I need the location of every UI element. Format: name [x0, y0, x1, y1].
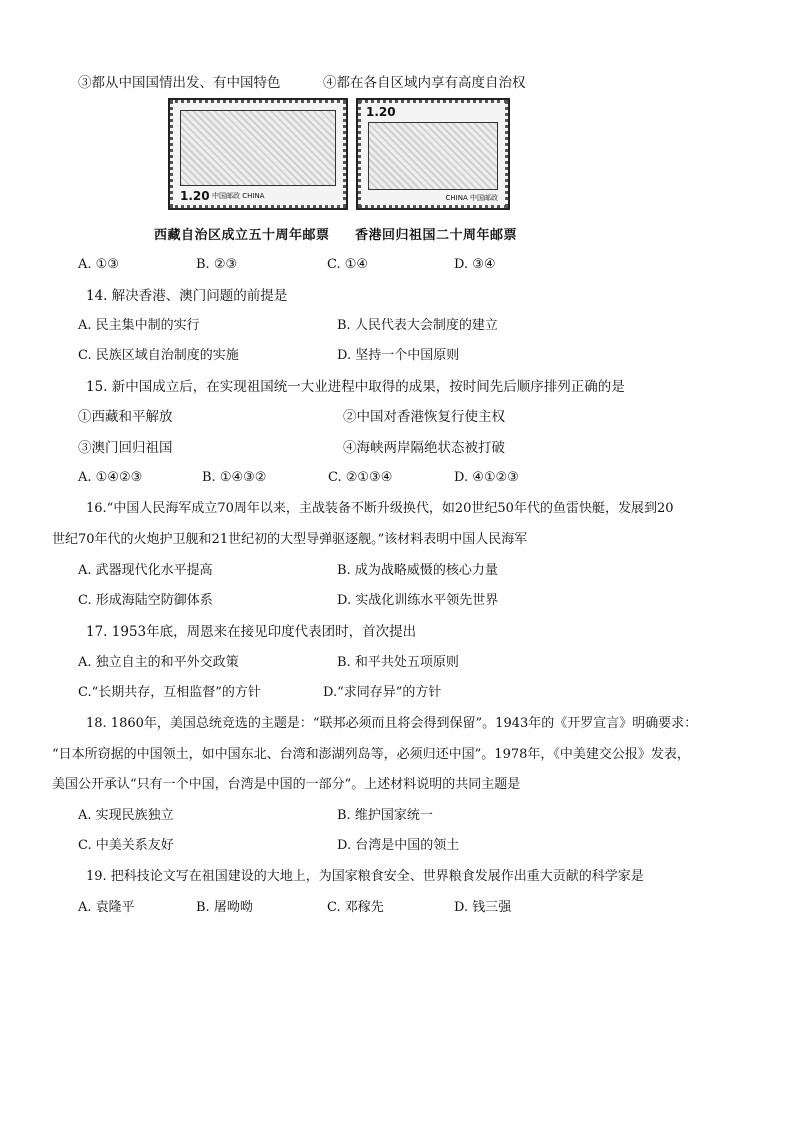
q13-option-a: A. ①③	[78, 257, 119, 272]
q15-stem: 15. 新中国成立后，在实现祖国统一大业进程中取得的成果，按时间先后顺序排列正确的是	[86, 379, 625, 395]
q18-option-c: C. 中美关系友好	[78, 838, 174, 853]
stamp-scene	[180, 110, 336, 186]
q15-item-4: ④海峡两岸隔绝状态被打破	[343, 440, 505, 456]
caption-hongkong-stamp: 香港回归祖国二十周年邮票	[355, 228, 518, 243]
q14-option-c: C. 民族区域自治制度的实施	[78, 348, 239, 363]
option-3-text: ③都从中国国情出发、有中国特色	[78, 75, 281, 91]
q16-stem-line2: 世纪70年代的火炮护卫舰和21世纪初的大型导弹驱逐舰。”该材料表明中国人民海军	[52, 532, 528, 547]
q17-option-b: B. 和平共处五项原则	[337, 655, 459, 670]
q16-option-c: C. 形成海陆空防御体系	[78, 593, 213, 608]
q15-option-d: D. ④①②③	[454, 470, 519, 485]
q14-option-d: D. 坚持一个中国原则	[337, 348, 460, 363]
hongkong-stamp-image	[356, 98, 510, 210]
q16-stem-line1: 16.“中国人民海军成立70周年以来，主战装备不断升级换代，如20世纪50年代的鱼雷快艇，发展到20	[86, 501, 674, 516]
stamp-value: 1.20	[180, 189, 210, 203]
q15-item-1: ①西藏和平解放	[78, 409, 173, 425]
q18-option-a: A. 实现民族独立	[78, 808, 174, 823]
q19-option-c: C. 邓稼先	[327, 900, 384, 915]
q17-option-a: A. 独立自主的和平外交政策	[78, 655, 239, 670]
q18-stem-line3: 美国公开承认“只有一个中国，台湾是中国的一部分”。上述材料说明的共同主题是	[52, 777, 521, 792]
q15-option-a: A. ①④②③	[78, 470, 143, 485]
stamp-country: CHINA 中国邮政	[445, 194, 498, 202]
q18-option-d: D. 台湾是中国的领土	[337, 838, 460, 853]
q18-stem-line1: 18. 1860年，美国总统竞选的主题是：“联邦必须而且将会得到保留”。1943年的《开罗宣言》明确要求：	[86, 716, 698, 731]
option-4-text: ④都在各自区域内享有高度自治权	[323, 75, 526, 91]
q19-stem: 19. 把科技论文写在祖国建设的大地上，为国家粮食安全、世界粮食发展作出重大贡献的科学家是	[86, 869, 644, 884]
q15-item-3: ③澳门回归祖国	[78, 440, 173, 456]
q19-option-d: D. 钱三强	[454, 900, 512, 915]
q14-stem: 14. 解决香港、澳门问题的前提是	[86, 288, 288, 304]
q14-option-a: A. 民主集中制的实行	[78, 318, 200, 333]
q15-option-b: B. ①④③②	[202, 470, 267, 485]
q16-option-d: D. 实战化训练水平领先世界	[337, 593, 499, 608]
stamp-country: 中国邮政 CHINA	[212, 192, 265, 200]
tibet-stamp-image	[168, 98, 348, 210]
q16-option-a: A. 武器现代化水平提高	[78, 563, 213, 578]
caption-tibet-stamp: 西藏自治区成立五十周年邮票	[154, 228, 330, 243]
stamp-value: 1.20	[366, 105, 396, 119]
q13-option-d: D. ③④	[454, 257, 496, 272]
q15-option-c: C. ②①③④	[328, 470, 393, 485]
q13-option-c: C. ①④	[327, 257, 369, 272]
q13-option-b: B. ②③	[196, 257, 238, 272]
q17-stem: 17. 1953年底，周恩来在接见印度代表团时，首次提出	[86, 624, 417, 640]
q19-option-b: B. 屠呦呦	[196, 900, 253, 915]
q15-item-2: ②中国对香港恢复行使主权	[343, 409, 505, 425]
q19-option-a: A. 袁隆平	[78, 900, 135, 915]
q16-option-b: B. 成为战略威慑的核心力量	[337, 563, 498, 578]
q14-option-b: B. 人民代表大会制度的建立	[337, 318, 498, 333]
stamp-scene	[368, 122, 498, 190]
q18-option-b: B. 维护国家统一	[337, 808, 433, 823]
q17-option-d: D.“求同存异”的方针	[323, 685, 442, 700]
q17-option-c: C.“长期共存，互相监督”的方针	[78, 685, 261, 700]
q18-stem-line2: “日本所窃据的中国领土，如中国东北、台湾和澎湖列岛等，必须归还中国”。1978年，《中美建交公报》发表，	[52, 747, 690, 762]
